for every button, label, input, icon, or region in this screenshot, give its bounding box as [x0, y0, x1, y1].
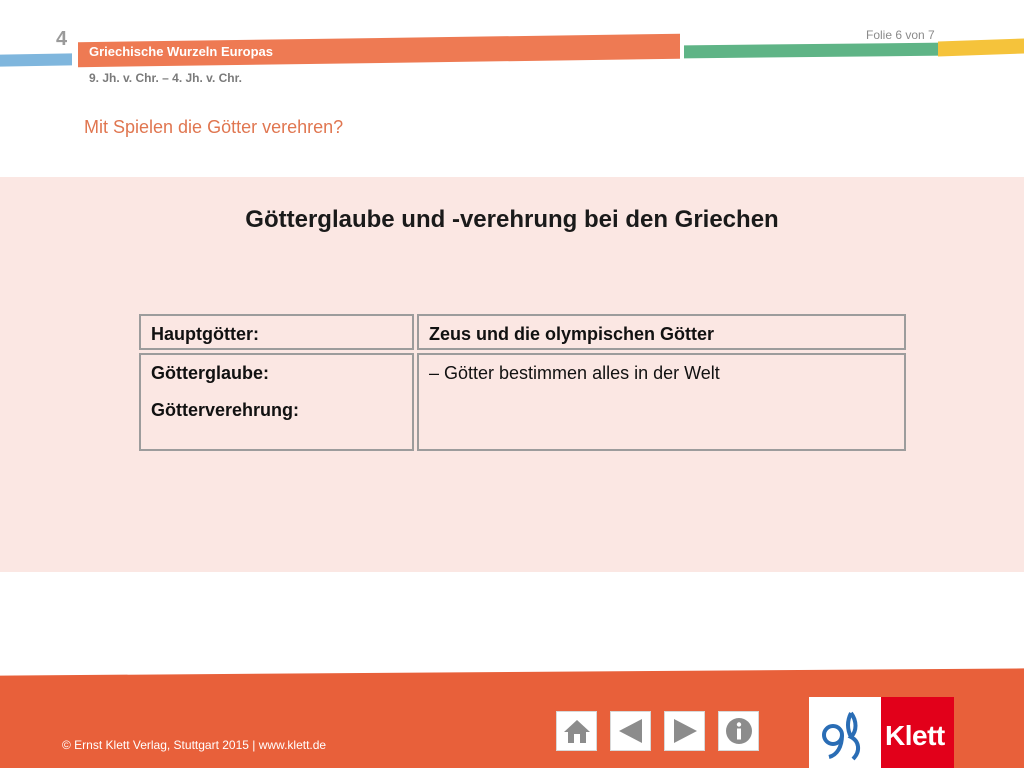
- table-cell-hauptgoetter-label: [139, 314, 414, 350]
- header-stripe-yellow: [938, 38, 1024, 56]
- info-icon: [724, 716, 754, 746]
- table-cell-hauptgoetter-value: [417, 314, 906, 350]
- table-cell-goetterglaube-label: [139, 353, 414, 451]
- chapter-title: Griechische Wurzeln Europas: [89, 44, 273, 59]
- cell-label: Hauptgötter:: [151, 324, 259, 344]
- home-button[interactable]: [556, 711, 597, 751]
- next-slide-button[interactable]: [664, 711, 705, 751]
- copyright-text: © Ernst Klett Verlag, Stuttgart 2015 | www.klett.de: [62, 738, 327, 752]
- header-stripe-green: [684, 43, 942, 59]
- topic-title: Mit Spielen die Götter verehren?: [84, 117, 344, 137]
- arrow-right-icon: [670, 716, 700, 746]
- cell-value: Zeus und die olympischen Götter: [429, 324, 715, 344]
- table-cell-goetterglaube-value[interactable]: [417, 353, 906, 451]
- klett-logo-emblem: [809, 697, 881, 768]
- klett-logo-text: Klett: [885, 720, 945, 751]
- cell-label-goetterverehrung: Götterverehrung:: [151, 400, 300, 420]
- header-stripe-blue: [0, 53, 72, 66]
- slide-counter: Folie 6 von 7: [866, 28, 935, 42]
- info-button[interactable]: [718, 711, 759, 751]
- klett-emblem-icon: [809, 697, 881, 768]
- home-icon: [562, 717, 592, 745]
- arrow-left-icon: [616, 716, 646, 746]
- chapter-number: 4: [56, 28, 68, 50]
- cell-value-text: – Götter bestimmen alles in der Welt: [429, 363, 720, 383]
- previous-slide-button[interactable]: [610, 711, 651, 751]
- cell-label-goetterglaube: Götterglaube:: [151, 363, 270, 383]
- period-label: 9. Jh. v. Chr. – 4. Jh. v. Chr.: [89, 71, 242, 85]
- klett-logo: [809, 697, 954, 768]
- slide-heading: Götterglaube und -verehrung bei den Griechen: [245, 206, 779, 233]
